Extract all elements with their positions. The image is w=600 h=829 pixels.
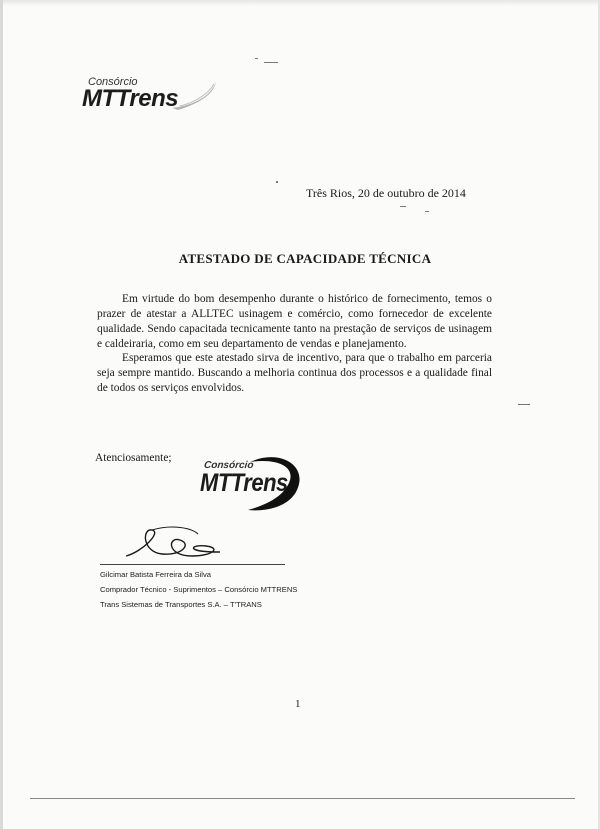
scan-speck [255,58,258,59]
scan-speck [425,211,429,212]
scan-speck [264,62,278,63]
signature-line [100,564,285,565]
scan-speck [276,181,278,183]
signatory-role: Comprador Técnico - Suprimentos – Consórcio MTTRENS [100,585,298,594]
header-logo [82,76,222,116]
body-paragraph-1: Em virtude do bom desempenho durante o histórico de fornecimento, temos o prazer de atestar a ALLTEC usinagem e comércio, como fornecedor de excelente qualidade. Sendo capacitada tecnicamente tanto na prestação de serviços de usinagem e caldeiraria, como em seu departamento de vendas e planejamento. [97,293,492,350]
logo-swoosh-icon [170,76,220,112]
scan-speck [518,404,530,405]
logo-mttrens-text: MTTrens [82,85,179,112]
logo-mttrens-text: MTTrens [200,468,288,497]
scan-artifact-top [0,0,600,6]
logo-consorcio-text: Consórcio [88,76,138,88]
scan-artifact-bottom [30,798,575,799]
page-number: 1 [295,698,301,710]
handwritten-signature [122,522,232,566]
document-title: ATESTADO DE CAPACIDADE TÉCNICA [178,251,432,266]
document-date: Três Rios, 20 de outubro de 2014 [306,186,466,200]
body-paragraph-2: Esperamos que este atestado sirva de incentivo, para que o trabalho em parceria seja sempre mantido. Buscando a melhoria continua dos processos e a qualidade final de todos os serviços envolvidos. [97,352,492,394]
closing-salutation: Atenciosamente; [95,452,172,464]
scan-speck [400,206,406,207]
signature-logo [200,452,310,522]
logo-consorcio-text: Consórcio [203,460,255,471]
signatory-name: Gilcimar Batista Ferreira da Silva [100,570,211,579]
signatory-company: Trans Sistemas de Transportes S.A. – T'TRANS [100,600,262,609]
scan-edge-left [0,0,3,829]
